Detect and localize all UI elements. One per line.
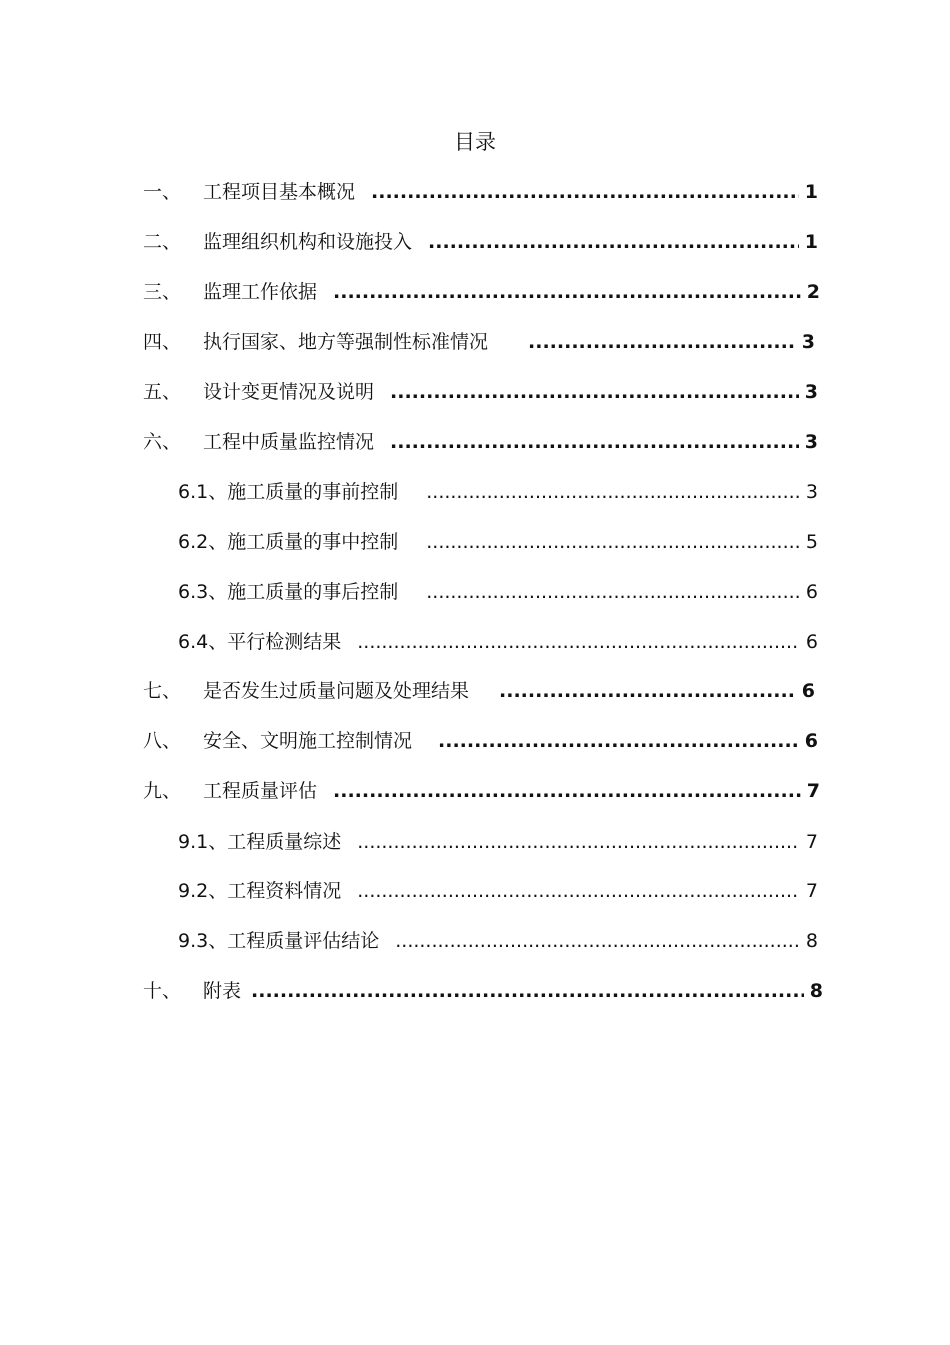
- toc-entry-page: 1: [804, 231, 818, 253]
- toc-entry-number: 八、: [143, 730, 182, 752]
- toc-entry-label: 监理组织机构和设施投入: [203, 231, 413, 253]
- toc-entry-number: 一、: [143, 181, 182, 203]
- toc-entry-number: 九、: [143, 780, 182, 802]
- toc-entry-label: 监理工作依据: [203, 281, 318, 303]
- toc-entry[interactable]: [143, 677, 815, 705]
- toc-entry-page: 6: [805, 631, 818, 653]
- toc-entry-page: 8: [805, 930, 818, 952]
- toc-entry-page: 8: [809, 980, 823, 1002]
- toc-entry-number: 六、: [143, 431, 182, 453]
- toc-entry-page: 6: [804, 730, 818, 752]
- toc-entry-page: 6: [801, 680, 815, 702]
- dot-leader: [333, 777, 801, 805]
- toc-entry-page: 2: [806, 281, 820, 303]
- dot-leader: [438, 727, 799, 755]
- toc-subentry[interactable]: [178, 927, 818, 955]
- dot-leader: [499, 677, 796, 705]
- toc-subentry[interactable]: [178, 528, 818, 556]
- dot-leader: [390, 378, 799, 406]
- toc-entry-label: 、施工质量的事前控制: [208, 481, 399, 503]
- toc-entry-label: 安全、文明施工控制情况: [203, 730, 413, 752]
- toc-entry-page: 7: [805, 831, 818, 853]
- toc-entry-label: 设计变更情况及说明: [203, 381, 375, 403]
- toc-entry-label: 附表: [203, 980, 242, 1002]
- toc-entry[interactable]: [143, 977, 823, 1005]
- toc-entry-number: 二、: [143, 231, 182, 253]
- toc-entry-page: 3: [804, 431, 818, 453]
- dot-leader: [426, 528, 800, 556]
- dot-leader: [390, 428, 799, 456]
- toc-subentry[interactable]: [178, 877, 818, 905]
- toc-entry-number: 四、: [143, 331, 182, 353]
- dot-leader: [428, 228, 799, 256]
- toc-entry-page: 1: [804, 181, 818, 203]
- toc-entry-page: 7: [805, 880, 818, 902]
- dot-leader: [333, 278, 801, 306]
- dot-leader: [357, 628, 800, 656]
- toc-entry-page: 6: [805, 581, 818, 603]
- toc-entry-number: 十、: [143, 980, 182, 1002]
- toc-entry[interactable]: [143, 228, 818, 256]
- toc-entry-label: 工程项目基本概况: [203, 181, 356, 203]
- toc-entry-page: 3: [801, 331, 815, 353]
- dot-leader: [426, 478, 800, 506]
- toc-entry[interactable]: [143, 727, 818, 755]
- toc-entry-label: 、施工质量的事后控制: [208, 581, 399, 603]
- toc-entry-page: 3: [805, 481, 818, 503]
- toc-subentry[interactable]: [178, 828, 818, 856]
- toc-subentry[interactable]: [178, 578, 818, 606]
- dot-leader: [528, 328, 796, 356]
- toc-entry-label: 工程中质量监控情况: [203, 431, 375, 453]
- toc-subentry[interactable]: [178, 478, 818, 506]
- dot-leader: [251, 977, 804, 1005]
- toc-entry-page: 3: [804, 381, 818, 403]
- toc-entry[interactable]: [143, 178, 818, 206]
- toc-entry-number: 6.4: [178, 631, 209, 653]
- dot-leader: [426, 578, 800, 606]
- toc-entry-label: 、平行检测结果: [208, 631, 342, 653]
- toc-entry[interactable]: [143, 428, 818, 456]
- dot-leader: [371, 178, 799, 206]
- toc-entry-number: 6.3: [178, 581, 209, 603]
- toc-entry-number: 三、: [143, 281, 182, 303]
- dot-leader: [357, 877, 800, 905]
- toc-entry-label: 、施工质量的事中控制: [208, 531, 399, 553]
- toc-entry-number: 6.2: [178, 531, 209, 553]
- toc-entry-label: 工程质量评估: [203, 780, 318, 802]
- toc-entry-label: 、工程质量评估结论: [208, 930, 380, 952]
- dot-leader: [395, 927, 800, 955]
- toc-entry-page: 5: [805, 531, 818, 553]
- toc-entry-label: 是否发生过质量问题及处理结果: [203, 680, 470, 702]
- toc-entry-label: 执行国家、地方等强制性标准情况: [203, 331, 489, 353]
- toc-entry-page: 7: [806, 780, 820, 802]
- dot-leader: [357, 828, 800, 856]
- toc-entry-label: 、工程质量综述: [208, 831, 342, 853]
- toc-entry-number: 6.1: [178, 481, 209, 503]
- toc-entry[interactable]: [143, 328, 815, 356]
- toc-entry-number: 9.2: [178, 880, 209, 902]
- toc-entry[interactable]: [143, 278, 820, 306]
- toc-entry-number: 9.1: [178, 831, 209, 853]
- toc-entry-number: 七、: [143, 680, 182, 702]
- toc-entry[interactable]: [143, 378, 818, 406]
- toc-entry-number: 五、: [143, 381, 182, 403]
- toc-title: 目录: [454, 130, 496, 154]
- toc-entry-number: 9.3: [178, 930, 209, 952]
- toc-entry[interactable]: [143, 777, 820, 805]
- toc-entry-label: 、工程资料情况: [208, 880, 342, 902]
- toc-subentry[interactable]: [178, 628, 818, 656]
